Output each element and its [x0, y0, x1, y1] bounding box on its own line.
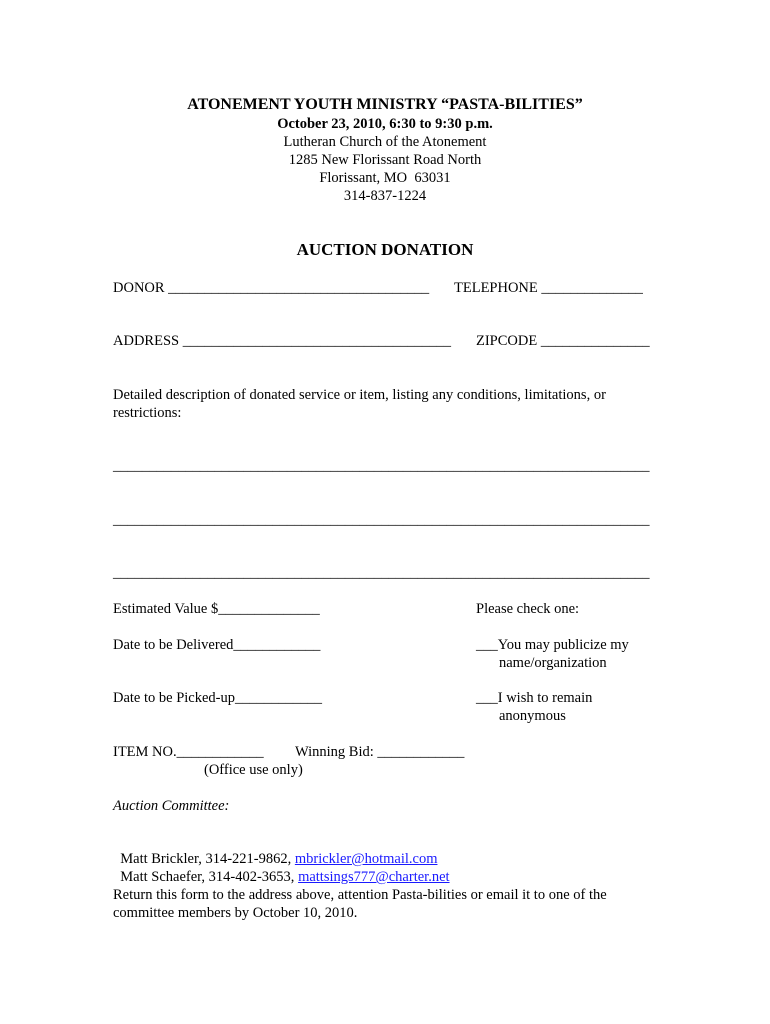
description-prompt: Detailed description of donated service or item, listing any conditions, limitations, or restrictions: — [113, 387, 606, 421]
church-name: Lutheran Church of the Atonement — [283, 134, 487, 150]
anonymous-checkbox[interactable]: ___I wish to remain — [476, 690, 593, 706]
church-street: 1285 New Florissant Road North — [288, 152, 482, 168]
committee-member-2-text: Matt Schaefer, 314-402-3653, — [120, 869, 299, 885]
description-line-3[interactable]: __________________________________________________________________________ — [113, 565, 650, 581]
description-line-2[interactable]: __________________________________________________________________________ — [113, 512, 650, 528]
winning-bid-field[interactable]: Winning Bid: ____________ — [295, 744, 465, 760]
anonymous-label: anonymous — [499, 708, 566, 724]
committee-member-1-email[interactable]: mbrickler@hotmail.com — [294, 851, 438, 867]
event-date: October 23, 2010, 6:30 to 9:30 p.m. — [277, 116, 493, 132]
committee-member-1-text: Matt Brickler, 314-221-9862, — [120, 851, 295, 867]
church-phone: 314-837-1224 — [343, 188, 427, 204]
return-note: Return this form to the address above, attention Pasta-bilities or email it to one of the committee members by October 10, 2010. — [113, 887, 607, 921]
please-check-label: Please check one: — [476, 601, 580, 617]
date-picked-field[interactable]: Date to be Picked-up____________ — [113, 690, 323, 706]
committee-heading: Auction Committee: — [113, 798, 230, 814]
church-city: Florissant, MO 63031 — [319, 170, 451, 186]
zipcode-field[interactable]: ZIPCODE _______________ — [476, 333, 650, 349]
committee-member-2-email[interactable]: mattsings777@charter.net — [298, 869, 450, 885]
description-line-1[interactable]: __________________________________________________________________________ — [113, 458, 650, 474]
date-delivered-field[interactable]: Date to be Delivered____________ — [113, 637, 321, 653]
office-use-note: (Office use only) — [204, 762, 303, 778]
form-title: AUCTION DONATION — [296, 240, 474, 259]
publicize-checkbox[interactable]: ___You may publicize my — [476, 637, 629, 653]
estimated-value-field[interactable]: Estimated Value $______________ — [113, 601, 320, 617]
publicize-label: name/organization — [499, 655, 607, 671]
page-title: ATONEMENT YOUTH MINISTRY “PASTA-BILITIES” — [187, 96, 583, 113]
telephone-field[interactable]: TELEPHONE ______________ — [454, 280, 643, 296]
committee-member-2 — [113, 850, 450, 886]
address-field[interactable]: ADDRESS _____________________________________ — [113, 333, 451, 349]
donor-field[interactable]: DONOR ____________________________________ — [113, 280, 430, 296]
item-no-field[interactable]: ITEM NO.____________ — [113, 744, 264, 760]
